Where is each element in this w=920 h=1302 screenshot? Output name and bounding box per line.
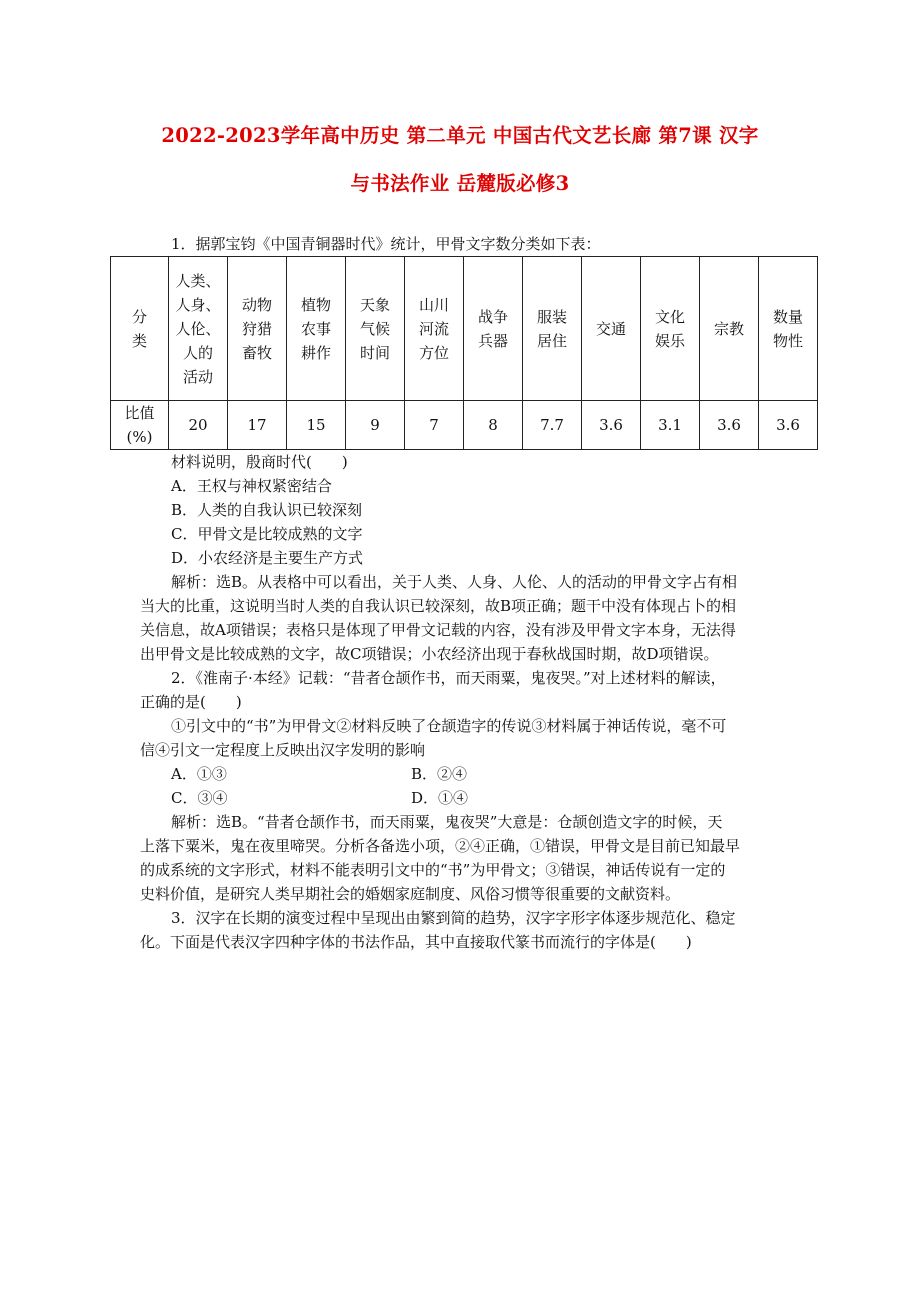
value-cell: 3.6 bbox=[700, 401, 759, 450]
page-title-line-2: 与书法作业 岳麓版必修3 bbox=[350, 172, 570, 195]
q1-option-b: B．人类的自我认识已较深刻 bbox=[171, 501, 363, 519]
value-cell: 20 bbox=[169, 401, 228, 450]
value-cell: 8 bbox=[464, 401, 523, 450]
value-cell: 3.6 bbox=[582, 401, 641, 450]
q2-option-c: C．③④ bbox=[171, 789, 228, 807]
category-cell: 动物 狩猎 畜牧 bbox=[228, 257, 287, 401]
oracle-bone-statistics-table bbox=[110, 256, 818, 450]
category-cell: 数量 物性 bbox=[759, 257, 818, 401]
q1-option-c: C．甲骨文是比较成熟的文字 bbox=[171, 525, 363, 543]
category-cell: 天象 气候 时间 bbox=[346, 257, 405, 401]
category-cell: 人类、 人身、 人伦、 人的 活动 bbox=[169, 257, 228, 401]
category-cell: 植物 农事 耕作 bbox=[287, 257, 346, 401]
category-cell: 战争 兵器 bbox=[464, 257, 523, 401]
row-header-ratio: 比值 (%) bbox=[111, 401, 169, 450]
value-cell: 9 bbox=[346, 401, 405, 450]
value-cell: 7 bbox=[405, 401, 464, 450]
q1-stem: 1．据郭宝钧《中国青铜器时代》统计，甲骨文字数分类如下表： bbox=[171, 235, 601, 253]
q1-option-d: D．小农经济是主要生产方式 bbox=[171, 549, 364, 567]
category-cell: 服装 居住 bbox=[523, 257, 582, 401]
value-cell: 3.6 bbox=[759, 401, 818, 450]
q1-prompt: 材料说明，殷商时代( ) bbox=[171, 453, 348, 471]
value-cell: 17 bbox=[228, 401, 287, 450]
category-cell: 文化 娱乐 bbox=[641, 257, 700, 401]
table-row-values bbox=[111, 401, 818, 450]
q1-option-a: A．王权与神权紧密结合 bbox=[171, 477, 332, 495]
category-cell: 宗教 bbox=[700, 257, 759, 401]
page-title-line-1: 2022-2023学年高中历史 第二单元 中国古代文艺长廊 第7课 汉字 bbox=[161, 124, 759, 147]
q2-option-a: A．①③ bbox=[171, 765, 227, 783]
row-header-category: 分 类 bbox=[111, 257, 169, 401]
q2-option-d: D．①④ bbox=[411, 789, 469, 807]
value-cell: 3.1 bbox=[641, 401, 700, 450]
value-cell: 7.7 bbox=[523, 401, 582, 450]
category-cell: 交通 bbox=[582, 257, 641, 401]
value-cell: 15 bbox=[287, 401, 346, 450]
category-cell: 山川 河流 方位 bbox=[405, 257, 464, 401]
q2-option-b: B．②④ bbox=[411, 765, 468, 783]
table-row-categories bbox=[111, 257, 818, 401]
